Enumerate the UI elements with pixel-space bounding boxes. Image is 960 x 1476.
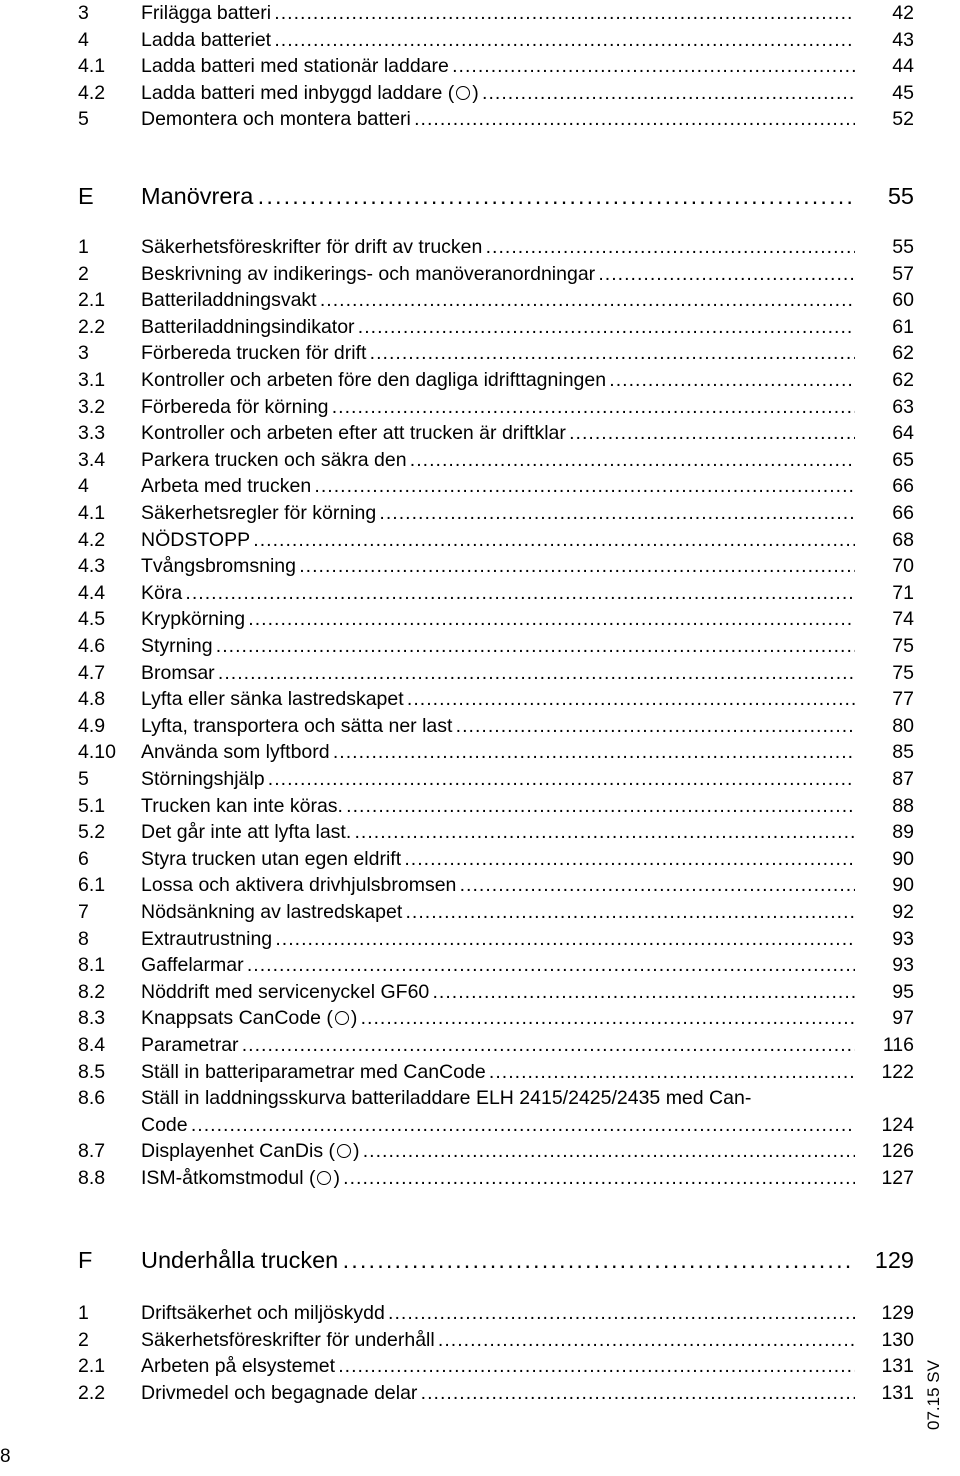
entry-page-number: 124 [881, 1113, 914, 1136]
entry-page-number: 87 [892, 768, 914, 790]
entry-title-leader [141, 367, 855, 394]
toc-entry[interactable] [78, 0, 914, 27]
entry-title-leader [141, 739, 855, 766]
entry-number: 3.1 [78, 369, 106, 391]
entry-page-number: 129 [881, 1302, 914, 1324]
toc-entry[interactable] [78, 420, 914, 447]
entry-title-leader [141, 1059, 855, 1086]
chapter-heading[interactable] [78, 1244, 914, 1276]
entry-number: 8.1 [78, 954, 106, 977]
entry-number: 3.4 [78, 448, 106, 471]
entry-title-leader [141, 1300, 855, 1327]
entry-number: 2.1 [78, 1355, 106, 1378]
toc-entry[interactable] [78, 27, 914, 54]
entry-title: Code [141, 1113, 188, 1136]
entry-number: 8.5 [78, 1060, 106, 1083]
entry-title-leader [141, 1165, 855, 1192]
entry-title: Drivmedel och begagnade delar [141, 1381, 418, 1404]
entry-page-number: 70 [892, 555, 914, 578]
toc-entry[interactable] [78, 1059, 914, 1086]
entry-title-leader [141, 1032, 855, 1059]
entry-title-leader [141, 713, 855, 740]
entry-title-leader [141, 27, 855, 54]
entry-page-number: 131 [881, 1381, 914, 1404]
entry-title: Demontera och montera batteri [141, 108, 411, 131]
entry-title-leader [141, 872, 855, 899]
entry-title: Tvångsbromsning [141, 555, 296, 578]
entry-page-number: 90 [892, 874, 914, 897]
entry-title-leader [141, 447, 855, 474]
toc-entry[interactable] [78, 527, 914, 554]
toc-entry[interactable] [78, 340, 914, 367]
entry-title: Frilägga batteri [141, 2, 272, 24]
entry-title-leader [141, 580, 855, 607]
entry-title: Trucken kan inte köras. [141, 794, 343, 817]
entry-title-leader [141, 420, 855, 447]
page-number: 8 [0, 1446, 11, 1467]
toc-entry[interactable] [78, 713, 914, 740]
entry-number: 5.2 [78, 821, 106, 844]
entry-title: Lyfta eller sänka lastredskapet [141, 688, 404, 711]
toc-entry[interactable] [78, 447, 914, 474]
entry-number: 8.3 [78, 1007, 106, 1030]
toc-entry[interactable] [78, 500, 914, 527]
entry-title: Parametrar [141, 1034, 239, 1056]
toc-entry[interactable] [78, 606, 914, 633]
entry-page-number: 90 [892, 847, 914, 870]
entry-page-number: 71 [892, 581, 914, 604]
entry-title-leader [141, 394, 855, 421]
entry-number: 4.2 [78, 81, 106, 104]
toc-entry[interactable] [78, 660, 914, 687]
entry-title: Köra [141, 581, 183, 604]
entry-title-leader [141, 633, 855, 660]
entry-title-leader [141, 686, 855, 713]
entry-title: NÖDSTOPP [141, 528, 251, 551]
entry-page-number: 97 [892, 1007, 914, 1030]
toc-entry[interactable] [78, 1327, 914, 1354]
option-circle-icon [337, 1144, 351, 1158]
toc-entry[interactable] [78, 287, 914, 314]
entry-page-number: 93 [892, 954, 914, 977]
entry-title-leader [141, 0, 855, 27]
entry-title: Säkerhetsföreskrifter för underhåll [141, 1328, 435, 1351]
chapter-heading[interactable] [78, 180, 914, 212]
entry-page-number: 93 [892, 927, 914, 950]
toc-entry[interactable] [78, 1005, 914, 1032]
entry-page-number: 44 [892, 55, 914, 78]
entry-number: 4 [78, 475, 89, 498]
entry-page-number: 57 [892, 262, 914, 285]
entry-number: 3.3 [78, 422, 106, 445]
entry-page-number: 66 [892, 475, 914, 498]
entry-page-number: 116 [882, 1034, 914, 1056]
entry-page-number: 77 [892, 688, 914, 711]
entry-number: 3.2 [78, 395, 106, 418]
toc-entry[interactable] [78, 1353, 914, 1380]
entry-title-leader [141, 314, 855, 341]
toc-entry[interactable] [78, 1138, 914, 1165]
entry-number: 4.1 [78, 502, 106, 524]
entry-page-number: 131 [881, 1355, 914, 1378]
entry-number: E [78, 183, 94, 209]
entry-page-number: 95 [892, 980, 914, 1003]
toc-entry[interactable] [78, 899, 914, 926]
toc-entry[interactable] [78, 580, 914, 607]
entry-title-leader [141, 979, 855, 1006]
entry-title-leader [141, 1327, 855, 1354]
entry-title-leader [141, 261, 855, 288]
entry-number: 2 [78, 1328, 89, 1351]
toc-entry[interactable] [78, 819, 914, 846]
entry-title-leader [141, 926, 855, 953]
entry-title: Nöddrift med servicenyckel GF60 [141, 980, 430, 1003]
toc-entry[interactable] [78, 234, 914, 261]
option-circle-icon [335, 1011, 349, 1025]
entry-page-number: 89 [892, 821, 914, 844]
entry-title: Ladda batteri med inbyggd laddare ( [141, 81, 455, 104]
entry-page-number: 45 [892, 81, 914, 104]
entry-title-leader [141, 1138, 855, 1165]
entry-title-leader [141, 952, 855, 979]
entry-title: Manövrera [141, 183, 254, 209]
entry-title: Ladda batteri med stationär laddare [141, 55, 449, 78]
entry-title-leader [141, 340, 855, 367]
entry-title-leader [141, 793, 855, 820]
toc-entry[interactable] [78, 473, 914, 500]
entry-page-number: 63 [892, 395, 914, 418]
toc-entry[interactable] [78, 367, 914, 394]
document-version-code: 07.15 SV [924, 1360, 943, 1430]
entry-number: 8.2 [78, 980, 106, 1003]
entry-title-leader [141, 1380, 855, 1407]
toc-entry[interactable] [78, 686, 914, 713]
option-circle-icon [456, 86, 470, 100]
entry-title: Arbeta med trucken [141, 475, 312, 498]
entry-page-number: 129 [874, 1247, 914, 1273]
entry-title-leader [141, 287, 855, 314]
entry-page-number: 126 [881, 1140, 914, 1163]
entry-title: Displayenhet CanDis ( [141, 1140, 336, 1163]
entry-page-number: 43 [892, 28, 914, 51]
toc-entry[interactable] [78, 739, 914, 766]
entry-page-number: 55 [892, 236, 914, 258]
entry-title-leader [141, 527, 855, 554]
entry-page-number: 60 [892, 289, 914, 312]
entry-number: 8.4 [78, 1034, 106, 1056]
toc-entry[interactable] [78, 106, 914, 133]
entry-page-number: 122 [881, 1060, 914, 1083]
entry-number: 4.10 [78, 741, 116, 764]
entry-page-number: 92 [892, 901, 914, 923]
entry-title-leader [141, 80, 855, 107]
entry-number: 1 [78, 1302, 89, 1324]
entry-number: 6.1 [78, 874, 106, 897]
entry-page-number: 62 [892, 342, 914, 365]
entry-title: Lossa och aktivera drivhjulsbromsen [141, 874, 457, 897]
entry-title-leader [141, 234, 855, 261]
entry-title-leader [141, 846, 855, 873]
entry-page-number: 85 [892, 741, 914, 764]
entry-page-number: 64 [892, 422, 914, 445]
entry-number: 2.2 [78, 1381, 106, 1404]
entry-title-leader [141, 500, 855, 527]
entry-title: Ladda batteriet [141, 28, 272, 51]
entry-title: Beskrivning av indikerings- och manöveranordningar [141, 262, 596, 285]
toc-entry[interactable] [78, 979, 914, 1006]
toc-entry[interactable] [78, 793, 914, 820]
toc-entry[interactable] [78, 1300, 914, 1327]
entry-page-number: 66 [892, 502, 914, 524]
entry-number: 4.4 [78, 581, 106, 604]
entry-number: 4.1 [78, 55, 106, 78]
entry-number: 8.6 [78, 1087, 106, 1110]
toc-entry[interactable] [78, 1085, 914, 1138]
entry-page-number: 68 [892, 528, 914, 551]
entry-number: 7 [78, 901, 89, 923]
entry-title-leader [141, 106, 855, 133]
option-circle-icon [317, 1171, 331, 1185]
entry-page-number: 55 [887, 183, 914, 209]
toc-entry[interactable] [78, 926, 914, 953]
entry-number: 4.6 [78, 635, 106, 657]
entry-number: 2.2 [78, 315, 106, 338]
toc-entry[interactable] [78, 553, 914, 580]
entry-number: 4.5 [78, 608, 106, 631]
entry-title: Knappsats CanCode ( [141, 1007, 333, 1030]
toc-entry[interactable] [78, 846, 914, 873]
toc-entry[interactable] [78, 872, 914, 899]
toc-entry[interactable] [78, 80, 914, 107]
entry-title: Styrning [141, 635, 213, 657]
toc-entry[interactable] [78, 952, 914, 979]
entry-number: 4.8 [78, 688, 106, 711]
entry-title: Driftsäkerhet och miljöskydd [141, 1302, 385, 1324]
entry-page-number: 127 [881, 1167, 914, 1189]
entry-title: ISM-åtkomstmodul ( [141, 1167, 316, 1189]
entry-title: Arbeten på elsystemet [141, 1355, 336, 1378]
entry-title: Batteriladdningsindikator [141, 315, 355, 338]
toc-entry[interactable] [78, 261, 914, 288]
entry-number: 1 [78, 236, 89, 258]
entry-title: Bromsar [141, 661, 215, 684]
entry-title-leader [141, 1112, 855, 1139]
entry-title-leader [141, 606, 855, 633]
entry-title: Gaffelarmar [141, 954, 244, 977]
entry-title: Säkerhetsregler för körning [141, 502, 377, 524]
entry-title-leader [141, 899, 855, 926]
entry-number: 4.7 [78, 661, 106, 684]
entry-title-leader [141, 819, 855, 846]
entry-title: Störningshjälp [141, 768, 265, 790]
entry-number: 4.9 [78, 714, 106, 737]
entry-title: Säkerhetsföreskrifter för drift av trucken [141, 236, 483, 258]
entry-title-leader [141, 53, 855, 80]
entry-title-leader [141, 660, 855, 687]
entry-title: Parkera trucken och säkra den [141, 448, 407, 471]
entry-number: 3 [78, 342, 89, 365]
entry-title-leader [141, 180, 855, 212]
entry-number: 2.1 [78, 289, 106, 312]
entry-page-number: 42 [892, 2, 914, 24]
entry-title-leader [141, 766, 855, 793]
entry-title: Förbereda för körning [141, 395, 329, 418]
entry-page-number: 80 [892, 714, 914, 737]
entry-page-number: 75 [892, 661, 914, 684]
entry-title-suffix: ) [350, 1007, 358, 1030]
entry-title-suffix: ) [472, 81, 479, 104]
entry-title-leader [141, 1244, 855, 1276]
entry-page-number: 75 [892, 635, 914, 657]
entry-page-number: 130 [881, 1328, 914, 1351]
entry-number: 2 [78, 262, 89, 285]
entry-page-number: 88 [892, 794, 914, 817]
entry-page-number: 62 [892, 369, 914, 391]
entry-page-number: 61 [892, 315, 914, 338]
entry-title: Ställ in batteriparametrar med CanCode [141, 1060, 486, 1083]
entry-title: Batteriladdningsvakt [141, 289, 317, 312]
entry-number: 5 [78, 108, 89, 131]
entry-title: Styra trucken utan egen eldrift [141, 847, 402, 870]
entry-number: 8 [78, 927, 89, 950]
entry-title-leader [141, 1353, 855, 1380]
entry-title-suffix: ) [333, 1167, 340, 1189]
entry-title: Nödsänkning av lastredskapet [141, 901, 403, 923]
entry-title-suffix: ) [353, 1140, 360, 1163]
entry-number: 3 [78, 2, 89, 24]
toc-entry[interactable] [78, 53, 914, 80]
entry-title: Det går inte att lyfta last. [141, 821, 352, 844]
entry-title: Förbereda trucken för drift [141, 342, 367, 365]
entry-page-number: 74 [892, 608, 914, 631]
entry-number: 8.7 [78, 1140, 106, 1163]
entry-page-number: 52 [892, 108, 914, 131]
entry-number: 4 [78, 28, 89, 51]
entry-title: Underhålla trucken [141, 1247, 339, 1273]
entry-number: 8.8 [78, 1167, 106, 1189]
toc-entry[interactable] [78, 1165, 914, 1192]
entry-title-leader [141, 553, 855, 580]
entry-number: 5 [78, 768, 89, 790]
entry-page-number: 65 [892, 448, 914, 471]
entry-title: Använda som lyftbord [141, 741, 330, 764]
entry-number: F [78, 1247, 93, 1273]
entry-number: 4.3 [78, 555, 106, 578]
entry-title: Lyfta, transportera och sätta ner last [141, 714, 453, 737]
entry-title-leader [141, 1005, 855, 1032]
toc-entry[interactable] [78, 1032, 914, 1059]
toc-entry[interactable] [78, 314, 914, 341]
entry-title-leader [141, 473, 855, 500]
entry-number: 5.1 [78, 794, 106, 817]
toc-entry[interactable] [78, 1380, 914, 1407]
entry-title: Kontroller och arbeten före den dagliga idrifttagningen [141, 369, 607, 391]
entry-title: Kontroller och arbeten efter att trucken är driftklar [141, 422, 566, 445]
entry-number: 4.2 [78, 528, 106, 551]
entry-title-line1: Ställ in laddningsskurva batteriladdare ELH 2415/2425/2435 med Can- [141, 1087, 752, 1110]
entry-title: Extrautrustning [141, 927, 273, 950]
toc-entry[interactable] [78, 766, 914, 793]
toc-entry[interactable] [78, 394, 914, 421]
entry-title: Krypkörning [141, 608, 246, 631]
toc-entry[interactable] [78, 633, 914, 660]
entry-number: 6 [78, 847, 89, 870]
